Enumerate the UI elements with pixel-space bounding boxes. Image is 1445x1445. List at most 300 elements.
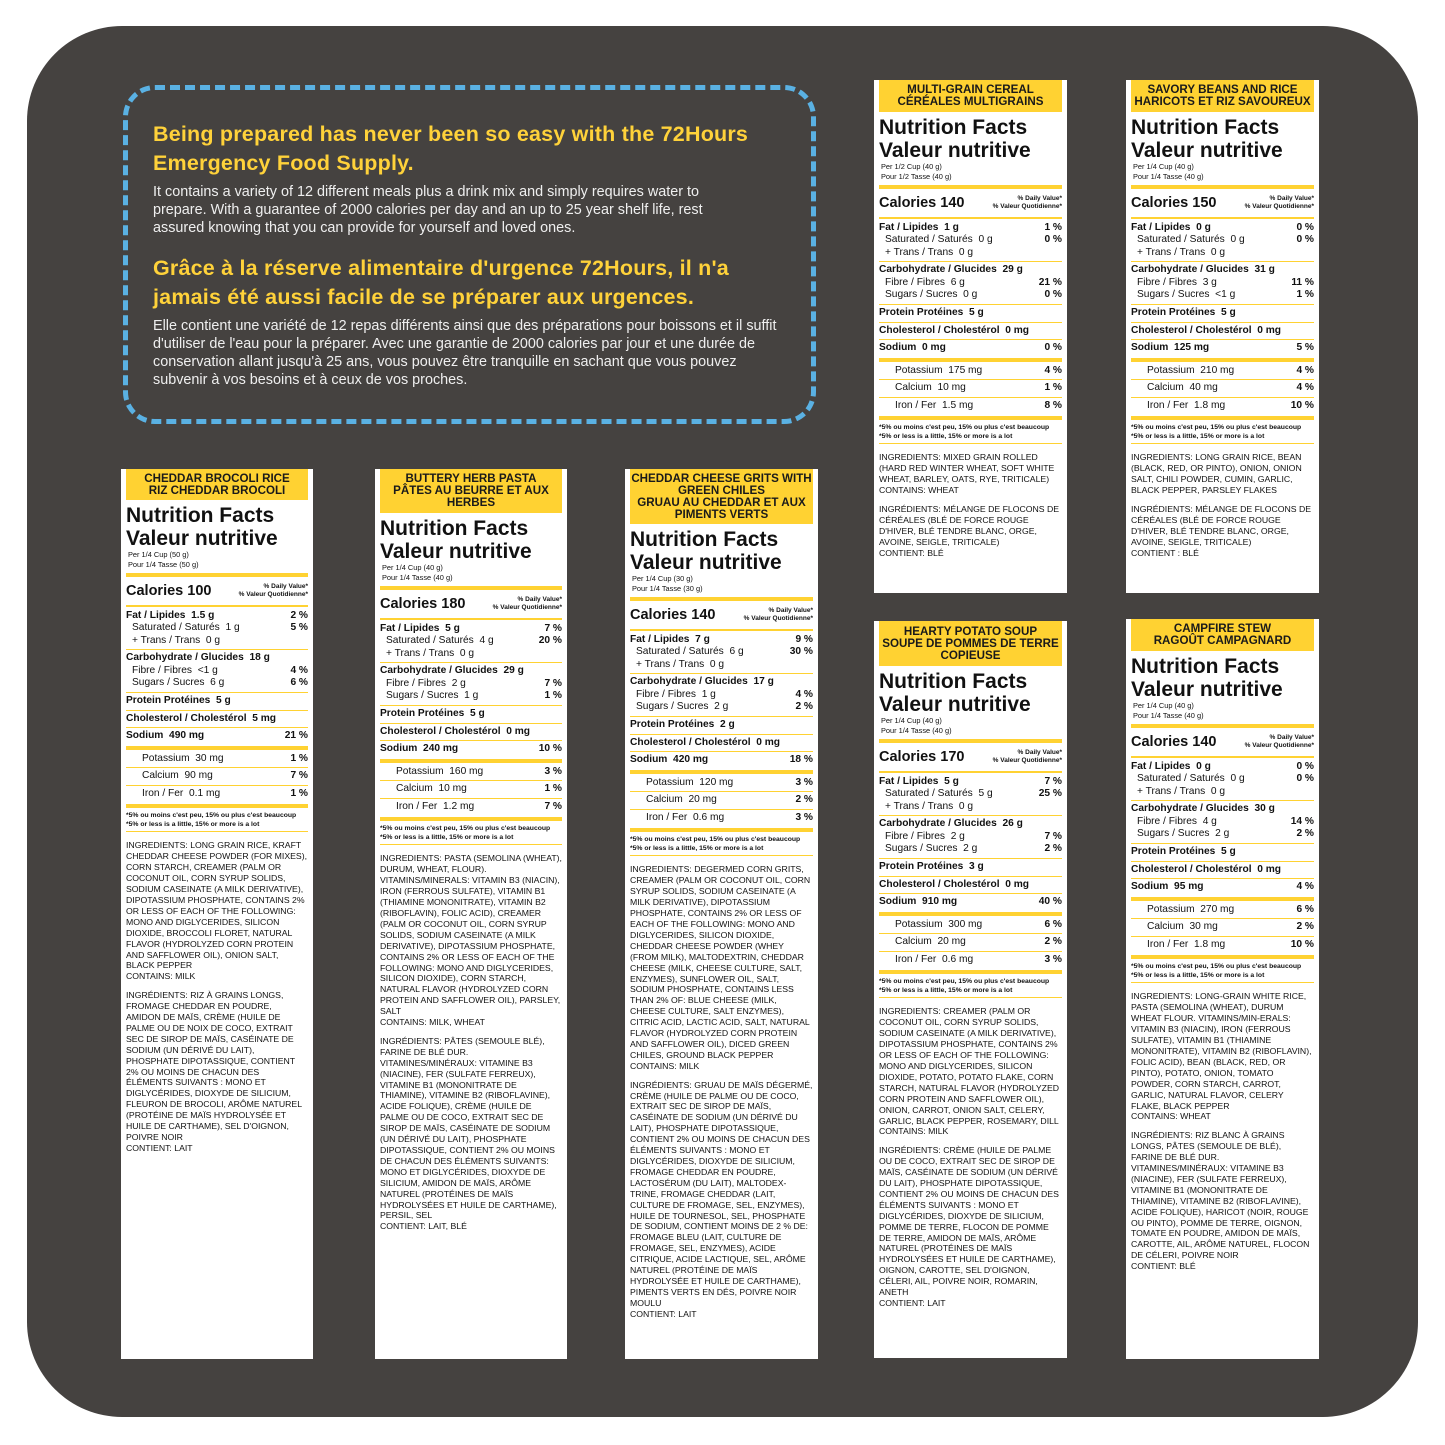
daily-value-en: % Daily Value*	[1017, 749, 1062, 756]
trans-row-dv	[1288, 247, 1314, 260]
protein-row-name: Protein Protéines	[879, 307, 964, 319]
cholesterol-row-label	[630, 737, 780, 750]
divider	[380, 844, 562, 845]
carbohydrate-row-dv	[1036, 818, 1062, 831]
divider	[879, 739, 1062, 743]
protein-row-amount: 3 g	[969, 861, 984, 873]
iron-row-label	[1147, 400, 1225, 413]
fibre-row-label	[386, 678, 466, 691]
saturated-row-label	[885, 788, 993, 801]
iron-row	[1131, 400, 1314, 413]
divider	[879, 397, 1062, 398]
protein-row	[1131, 307, 1314, 320]
valeur-nutritive-title: Valeur nutritive	[879, 138, 1031, 162]
divider	[380, 740, 562, 741]
promo-heading-en: Being prepared has never been so easy with the 72Hours Emergency Food Supply.	[153, 122, 749, 175]
fat-row-dv: 7 %	[544, 622, 562, 634]
daily-value-en: % Daily Value*	[768, 607, 813, 614]
trans-row-amount: 0 g	[1210, 785, 1226, 797]
sodium-row-amount: 240 mg	[423, 743, 459, 755]
fibre-row-label	[132, 665, 218, 678]
divider	[126, 746, 308, 750]
cholesterol-row-name: Cholesterol / Cholestérol	[879, 878, 1000, 890]
potassium-row-label	[396, 766, 483, 779]
potassium-row-amount: 270 mg	[1200, 903, 1235, 915]
saturated-row-amount: 6 g	[729, 646, 744, 658]
fibre-row	[879, 831, 1062, 844]
carbohydrate-row-dv	[1036, 264, 1062, 277]
saturated-row-name: Saturated / Saturés	[1137, 773, 1225, 785]
fat-row	[126, 610, 308, 623]
divider	[879, 339, 1062, 340]
carbohydrate-row-name: Carbohydrate / Glucides	[380, 665, 498, 677]
calcium-row-name: Calcium	[396, 783, 433, 795]
product-name-en: HEARTY POTATO SOUP	[903, 624, 1038, 638]
trans-row-name: + Trans / Trans	[885, 246, 954, 258]
carbohydrate-row-dv	[536, 665, 562, 678]
promo-body-en: It contains a variety of 12 different meals plus a drink mix and simply requires water to prepare. With a guarantee of 2000 calories per day and an up to 25 year shelf life, rest assured knowing that you can provide for yourself and loved ones.	[153, 184, 703, 236]
product-name-banner	[1131, 619, 1314, 651]
footnote-fr: *5% ou moins c'est peu, 15% ou plus c'est beaucoup	[630, 835, 801, 843]
calories: Calories 170	[879, 749, 965, 765]
fibre-row-amount: <1 g	[197, 664, 218, 676]
daily-value-fr: % Valeur Quotidienne*	[492, 604, 562, 611]
iron-row-dv: 10 %	[1290, 939, 1314, 951]
saturated-row	[1131, 773, 1314, 786]
fat-row-label	[1131, 761, 1211, 774]
saturated-row-dv: 20 %	[538, 635, 562, 647]
sodium-row	[630, 754, 813, 767]
calcium-row-label	[396, 783, 467, 796]
protein-row-dv	[1036, 861, 1062, 874]
carbohydrate-row-label	[630, 676, 774, 689]
ingredients-en: INGREDIENTS: PASTA (SEMOLINA (WHEAT), DURUM, WHEAT, FLOUR). VITAMINS/MINERALS: VITAMIN B3 (NIACIN), IRON (FERROUS SULFATE), VITAMIN B1 (THIAMINE MONONITRATE), VITAMIN B2 (RIBOFLAVIN), FOLIC ACID), CREAMER (PALM OR COCONUT OIL, CORN SYRUP SOLIDS, SODIUM CASEINATE (A MILK DERIVATIVE), DIPOTASSIUM PHOSPHATE, CONTAINS 2% OR LESS OF EACH OF THE FOLLOWING: MONO AND DIGLYCERIDES, SILICON DIOXIDE), CORN STARCH, NATURAL FLAVOR (HYDROLYZED CORN PROTEIN AND SAFFLOWER OIL), PARSLEY, SALT CONTAINS: MILK, WHEAT	[380, 853, 562, 1028]
divider	[879, 304, 1062, 305]
sugars-row-dv: 6 %	[290, 677, 308, 689]
iron-row-label	[895, 954, 973, 967]
cholesterol-row-amount: 0 mg	[1005, 878, 1030, 890]
sugars-row-label	[1137, 828, 1229, 841]
divider	[879, 933, 1062, 934]
divider	[380, 723, 562, 724]
fat-row-label	[879, 222, 959, 235]
iron-row-label	[142, 788, 220, 801]
trans-row-name: + Trans / Trans	[636, 658, 705, 670]
divider	[1131, 918, 1314, 919]
product-name-banner	[630, 469, 813, 524]
protein-row-label	[630, 719, 735, 732]
iron-row	[879, 954, 1062, 967]
serving-size-en: Per 1/4 Cup (40 g)	[1133, 701, 1194, 710]
fat-row-name: Fat / Lipides	[630, 633, 690, 645]
serving-size-fr: Pour 1/4 Tasse (40 g)	[1133, 711, 1204, 720]
product-name-banner	[380, 469, 562, 513]
potassium-row-label	[895, 365, 982, 378]
potassium-row-name: Potassium	[396, 765, 444, 777]
saturated-row-name: Saturated / Saturés	[636, 646, 724, 658]
iron-row	[380, 801, 562, 814]
divider	[1131, 936, 1314, 937]
trans-row	[879, 801, 1062, 814]
sodium-row-label	[879, 342, 946, 355]
calcium-row-dv: 2 %	[1044, 936, 1062, 948]
serving-size-en: Per 1/4 Cup (30 g)	[632, 574, 693, 583]
cholesterol-row-name: Cholesterol / Cholestérol	[380, 725, 501, 737]
sugars-row	[879, 843, 1062, 856]
saturated-row-label	[132, 622, 240, 635]
iron-row-name: Iron / Fer	[396, 801, 438, 813]
divider	[1131, 397, 1314, 398]
calories: Calories 100	[126, 583, 212, 599]
fat-row-amount: 0 g	[1196, 221, 1211, 233]
potassium-row-amount: 210 mg	[1200, 364, 1235, 376]
nutrition-panel	[879, 117, 1062, 559]
footnote-en: *5% or less is a little, 15% or more is a lot	[1131, 433, 1265, 441]
valeur-nutritive-title: Valeur nutritive	[630, 550, 782, 574]
serving-size-en: Per 1/4 Cup (40 g)	[382, 563, 443, 572]
potassium-row-label	[646, 777, 733, 790]
trans-row-label	[1137, 786, 1225, 799]
protein-row-name: Protein Protéines	[879, 861, 964, 873]
carbohydrate-row-label	[879, 818, 1023, 831]
divider	[380, 662, 562, 663]
fibre-row-amount: 6 g	[950, 276, 965, 288]
cholesterol-row-amount: 0 mg	[1257, 863, 1282, 875]
trans-row	[380, 648, 562, 661]
calcium-row-label	[1147, 382, 1218, 395]
divider	[126, 804, 308, 808]
potassium-row-amount: 120 mg	[699, 776, 734, 788]
potassium-row-dv: 3 %	[795, 776, 813, 788]
trans-row	[630, 659, 813, 672]
nutrition-facts-title: Nutrition Facts	[879, 116, 1028, 139]
calcium-row-name: Calcium	[142, 770, 179, 782]
cholesterol-row-label	[1131, 325, 1281, 338]
cholesterol-row-dv	[1288, 864, 1314, 877]
product-name-en: CHEDDAR BROCOLI RICE	[144, 471, 290, 485]
ingredients-fr: INGRÉDIENTS: PÂTES (SEMOULE BLÉ), FARINE DE BLÉ DUR. VITAMINES/MINÉRAUX: VITAMINE B3 (NIACINE), FER (SULFATE FERREUX), VITAMINE B1 (MONONITRATE DE THIAMINE), VITAMINE B2 (RIBOFLAVINE), ACIDE FOLIQUE), CRÈME (HUILE DE PALME OU DE COCO, EXTRAIT SEC DE SIROP DE MAÏS, CASÉINATE DE SODIUM (UN DÉRIVÉ DU LAIT), PHOSPHATE DIPOTASSIQUE, CONTIENT 2% OU MOINS DE CHACUN DES ÉLÉMENTS SUIVANTS: MONO ET DIGLYCÉRIDES, DIOXYDE DE SILICIUM, AMIDON DE MAÏS, ARÔME NATUREL (PROTÉINES DE MAÏS HYDROLYSÉES ET HUILE DE CARTHAME), PERSIL, SEL CONTIENT: LAIT, BLÉ	[380, 1035, 557, 1232]
ingredients-fr: INGRÉDIENTS: RIZ À GRAINS LONGS, FROMAGE CHEDDAR EN POUDRE, AMIDON DE MAÏS, CRÈME (HUILE DE PALME OU DE NOIX DE COCO, EXTRAIT SEC DE SIROP DE MAÏS, CASÉINATE DE SODIUM (UN DÉRIVÉ DU LAIT), PHOSPHATE DIPOTASSIQUE, CONTIENT 2% OU MOINS DE CHACUN DES ÉLÉMENTS SUIVANTS : MONO ET DIGLYCÉRIDES, DIOXYDE DE SILICIUM, FLEURON DE BROCOLI, ARÔME NATUREL (PROTÉINE DE MAÏS HYDROLYSÉE ET HUILE DE CARTHAME), SEL D'OIGNON, POIVRE NOIR CONTIENT: LAIT	[126, 990, 302, 1153]
calcium-row-label	[895, 382, 966, 395]
divider	[1131, 878, 1314, 879]
divider	[630, 855, 813, 856]
divider	[1131, 800, 1314, 801]
calcium-row-name: Calcium	[895, 936, 932, 948]
fibre-row	[1131, 816, 1314, 829]
trans-row-amount: 0 g	[205, 634, 221, 646]
calcium-row-dv: 7 %	[290, 770, 308, 782]
divider	[126, 605, 308, 607]
potassium-row	[879, 919, 1062, 932]
fat-row	[879, 776, 1062, 789]
calcium-row-dv: 4 %	[1296, 382, 1314, 394]
daily-value-en: % Daily Value*	[1269, 734, 1314, 741]
divider	[380, 817, 562, 821]
fibre-row-name: Fibre / Fibres	[1137, 815, 1198, 827]
protein-row-label	[1131, 307, 1236, 320]
carbohydrate-row	[1131, 803, 1314, 816]
nutrition-panel	[126, 505, 308, 1154]
valeur-nutritive-title: Valeur nutritive	[1131, 677, 1283, 701]
serving-size-fr: Pour 1/4 Tasse (40 g)	[1133, 172, 1204, 181]
calories: Calories 140	[630, 607, 716, 623]
fibre-row	[126, 665, 308, 678]
cholesterol-row-dv	[1288, 325, 1314, 338]
sodium-row	[126, 730, 308, 743]
iron-row-amount: 0.1 mg	[189, 788, 221, 800]
nutrition-panel	[1131, 656, 1314, 1272]
fibre-row	[630, 689, 813, 702]
carbohydrate-row	[879, 264, 1062, 277]
calcium-row-amount: 30 mg	[1189, 921, 1218, 933]
daily-value-header	[744, 607, 813, 623]
divider	[1131, 185, 1314, 189]
calcium-row-name: Calcium	[1147, 382, 1184, 394]
divider	[630, 673, 813, 674]
carbohydrate-row-label	[126, 652, 270, 665]
footnote-fr: *5% ou moins c'est peu, 15% ou plus c'est beaucoup	[879, 977, 1050, 985]
iron-row-amount: 0.6 mg	[693, 812, 725, 824]
carbohydrate-row-amount: 31 g	[1254, 264, 1275, 276]
potassium-row	[1131, 904, 1314, 917]
fat-row	[1131, 761, 1314, 774]
protein-row-name: Protein Protéines	[126, 695, 211, 707]
trans-row-amount: 0 g	[958, 800, 974, 812]
iron-row-dv: 3 %	[1044, 954, 1062, 966]
iron-row-label	[1147, 939, 1225, 952]
divider	[879, 322, 1062, 323]
protein-row-name: Protein Protéines	[1131, 846, 1216, 858]
potassium-row-dv: 6 %	[1296, 903, 1314, 915]
cholesterol-row-amount: 0 mg	[1257, 324, 1282, 336]
daily-value-header	[493, 596, 562, 612]
trans-row-dv	[1036, 247, 1062, 260]
protein-row	[630, 719, 813, 732]
calcium-row-name: Calcium	[895, 382, 932, 394]
potassium-row-dv: 6 %	[1044, 918, 1062, 930]
sugars-row-name: Sugars / Sucres	[885, 843, 958, 855]
calories-row	[1131, 731, 1314, 753]
fibre-row-dv: 4 %	[290, 664, 308, 676]
product-name-banner	[126, 469, 308, 500]
divider	[380, 705, 562, 706]
calcium-row-label	[895, 936, 966, 949]
serving-size-en: Per 1/4 Cup (40 g)	[881, 716, 942, 725]
trans-row-dv	[1036, 801, 1062, 814]
calories-row	[126, 580, 308, 602]
potassium-row-dv: 4 %	[1044, 364, 1062, 376]
iron-row-name: Iron / Fer	[1147, 939, 1189, 951]
product-name-fr: RIZ CHEDDAR BROCOLI	[148, 483, 286, 497]
saturated-row	[879, 788, 1062, 801]
sodium-row-dv: 5 %	[1296, 342, 1314, 354]
footnote-en: *5% or less is a little, 15% or more is a lot	[879, 987, 1013, 995]
iron-row	[630, 812, 813, 825]
iron-row	[879, 400, 1062, 413]
iron-row-label	[646, 812, 724, 825]
calcium-row-amount: 20 mg	[688, 794, 717, 806]
fat-row-dv: 9 %	[795, 633, 813, 645]
calories: Calories 180	[380, 596, 466, 612]
fibre-row-dv: 7 %	[1044, 830, 1062, 842]
cholesterol-row-label	[1131, 864, 1281, 877]
cholesterol-row-amount: 5 mg	[252, 712, 277, 724]
cholesterol-row-amount: 0 mg	[756, 736, 781, 748]
footnote-fr: *5% ou moins c'est peu, 15% ou plus c'est beaucoup	[1131, 423, 1302, 431]
divider	[879, 912, 1062, 916]
protein-row	[1131, 846, 1314, 859]
potassium-row-amount: 300 mg	[948, 918, 983, 930]
calories: Calories 140	[879, 195, 965, 211]
sugars-row-amount: 6 g	[210, 677, 225, 689]
fat-row	[1131, 222, 1314, 235]
iron-row-dv: 1 %	[290, 788, 308, 800]
sodium-row-amount: 420 mg	[673, 754, 709, 766]
trans-row-name: + Trans / Trans	[1137, 785, 1206, 797]
fat-row-label	[126, 610, 214, 623]
cholesterol-row-label	[879, 879, 1029, 892]
fibre-row-dv: 21 %	[1038, 276, 1062, 288]
ingredients-en: INGREDIENTS: DEGERMED CORN GRITS, CREAMER (PALM OR COCONUT OIL, CORN SYRUP SOLIDS, SODIUM CASEINATE (A MILK DERIVATIVE), DIPOTASSIUM PHOSPHATE, CONTAINS 2% OR LESS OF EACH OF THE FOLLOWING: MONO AND DIGLYCERIDES, SILICON DIOXIDE, CHEDDAR CHEESE POWDER (WHEY (FROM MILK), MALTODEXTRIN, CHEDDAR CHEESE (MILK, CHEESE CULTURE, SALT, ENZYMES), SUNFLOWER OIL, SALT, SODIUM PHOSPHATE, CONTAINS LESS THAN 2% OF: BLUE CHEESE (MILK, CHEESE CULTURE, SALT ENZYMES), CITRIC ACID, LACTIC ACID, SALT, NATURAL FLAVOR (HYDROLYZED CORN PROTEIN AND SAFFLOWER OIL), DICED GREEN CHILES, GROUND BLACK PEPPER CONTAINS: MILK	[630, 864, 811, 1071]
iron-row-amount: 1.2 mg	[443, 801, 475, 813]
product-name-fr: SOUPE DE POMMES DE TERRE COPIEUSE	[882, 636, 1059, 662]
calcium-row-label	[142, 770, 213, 783]
cholesterol-row-label	[380, 726, 530, 739]
calories-row	[630, 604, 813, 626]
fat-row-label	[879, 776, 959, 789]
sodium-row-label	[879, 896, 957, 909]
divider	[126, 727, 308, 728]
calories-row	[1131, 192, 1314, 214]
footnote-fr: *5% ou moins c'est peu, 15% ou plus c'est beaucoup	[879, 423, 1050, 431]
trans-row-label	[1137, 247, 1225, 260]
sugars-row-dv: 1 %	[1296, 289, 1314, 301]
sugars-row-dv: 0 %	[1044, 289, 1062, 301]
fat-row-amount: 7 g	[695, 633, 710, 645]
divider	[1131, 379, 1314, 380]
daily-value-fr: % Valeur Quotidienne*	[743, 615, 813, 622]
carbohydrate-row-name: Carbohydrate / Glucides	[879, 264, 997, 276]
footnote-en: *5% or less is a little, 15% or more is a lot	[126, 821, 260, 829]
iron-row-name: Iron / Fer	[1147, 400, 1189, 412]
sugars-row-amount: 2 g	[963, 843, 978, 855]
divider	[1131, 443, 1314, 444]
product-name-fr: RAGOÛT CAMPAGNARD	[1153, 634, 1292, 647]
saturated-row-label	[1137, 773, 1245, 786]
cholesterol-row-name: Cholesterol / Cholestérol	[630, 736, 751, 748]
ingredients-fr: INGRÉDIENTS: GRUAU DE MAÏS DÉGERMÉ, CRÈME (HUILE DE PALME OU DE COCO, EXTRAIT SEC DE SIROP DE MAÏS, CASÉINATE DE SODIUM (UN DÉRIVÉ DU LAIT), PHOSPHATE DIPOTASSIQUE, CONTIENT 2% OU MOINS DE CHACUN DES ÉLÉMENTS SUIVANTS : MONO ET DIGLYCÉRIDES, DIOXYDE DE SILICIUM, FROMAGE CHEDDAR EN POUDRE, LACTOSÉRUM (DU LAIT), MALTODEX-TRINE, FROMAGE CHEDDAR (LAIT, CULTURE DE FROMAGE, SEL, ENZYMES), HUILE DE TOURNESOL, SEL, PHOSPHATE DE SODIUM, CONTIENT MOINS DE 2 % DE: FROMAGE BLEU (LAIT, CULTURE DE FROMAGE, SEL, ENZYMES), ACIDE CITRIQUE, ACIDE LACTIQUE, SEL, ARÔME NATUREL (PROTÉINE DE MAÏS HYDROLYSÉE ET HUILE DE CARTHAME), PIMENTS VERTS EN DÉS, POIVRE NOIR MOULU CONTIENT: LAIT	[630, 1079, 813, 1319]
saturated-row-dv: 5 %	[290, 622, 308, 634]
divider	[630, 734, 813, 735]
cholesterol-row-dv	[787, 737, 813, 750]
potassium-row-name: Potassium	[895, 918, 943, 930]
nutrition-card	[121, 469, 313, 1359]
fibre-row-amount: 3 g	[1202, 276, 1217, 288]
carbohydrate-row-amount: 17 g	[753, 676, 774, 688]
nutrition-panel	[380, 518, 562, 1232]
potassium-row-name: Potassium	[1147, 903, 1195, 915]
potassium-row	[126, 753, 308, 766]
promo-body-fr: Elle contient une variété de 12 repas différents ainsi que des préparations pour boissons et il suffit d'utiliser de l'eau pour la préparer. Avec une garantie de 2000 calories par jour et une durée de conservation allant jusqu'à 25 ans, vous pouvez être tranquille en sachant que vous pouvez subvenir à vos besoins et à ceux de vos proches.	[153, 318, 777, 388]
saturated-row-name: Saturated / Saturés	[885, 788, 973, 800]
nutrition-card	[375, 469, 567, 1359]
valeur-nutritive-title: Valeur nutritive	[380, 539, 532, 563]
nutrition-facts-title: Nutrition Facts	[879, 670, 1028, 693]
trans-row	[126, 635, 308, 648]
divider	[126, 831, 308, 832]
sodium-row-dv: 4 %	[1296, 881, 1314, 893]
fibre-row	[879, 277, 1062, 290]
fibre-row-label	[636, 689, 716, 702]
nutrition-facts-title: Nutrition Facts	[630, 528, 779, 551]
sugars-row-name: Sugars / Sucres	[636, 701, 709, 713]
protein-row	[879, 307, 1062, 320]
calories-row	[380, 593, 562, 615]
sugars-row-amount: <1 g	[1215, 289, 1236, 301]
calcium-row	[879, 382, 1062, 395]
trans-row-name: + Trans / Trans	[1137, 246, 1206, 258]
sodium-row-name: Sodium	[1131, 342, 1169, 354]
fibre-row-amount: 4 g	[1202, 815, 1217, 827]
fat-row-label	[380, 623, 460, 636]
fat-row-dv: 0 %	[1296, 221, 1314, 233]
calories: Calories 150	[1131, 195, 1217, 211]
nutrition-facts-title: Nutrition Facts	[1131, 655, 1280, 678]
sodium-row-label	[126, 730, 204, 743]
sugars-row-name: Sugars / Sucres	[1137, 828, 1210, 840]
divider	[879, 443, 1062, 444]
fat-row	[879, 222, 1062, 235]
sodium-row-dv: 18 %	[789, 754, 813, 766]
sodium-row-dv: 0 %	[1044, 342, 1062, 354]
fat-row-dv: 1 %	[1044, 221, 1062, 233]
cholesterol-row-label	[126, 713, 276, 726]
saturated-row-amount: 5 g	[978, 788, 993, 800]
sodium-row	[1131, 342, 1314, 355]
product-name-en: CAMPFIRE STEW	[1173, 622, 1272, 635]
divider	[879, 951, 1062, 952]
calcium-row-dv: 2 %	[1296, 921, 1314, 933]
sugars-row-label	[1137, 289, 1235, 302]
carbohydrate-row-amount: 29 g	[503, 665, 524, 677]
divider	[1131, 322, 1314, 323]
protein-row-dv	[282, 695, 308, 708]
iron-row-name: Iron / Fer	[646, 812, 688, 824]
protein-row-name: Protein Protéines	[380, 708, 465, 720]
potassium-row-label	[895, 919, 982, 932]
fibre-row-dv: 4 %	[795, 688, 813, 700]
nutrition-card	[1126, 80, 1319, 593]
fat-row-amount: 1 g	[944, 221, 959, 233]
fat-row-dv: 7 %	[1044, 775, 1062, 787]
cholesterol-row-name: Cholesterol / Cholestérol	[879, 324, 1000, 336]
product-name-fr: PÂTES AU BEURRE ET AUX HERBES	[393, 484, 549, 509]
sodium-row	[879, 342, 1062, 355]
fat-row-name: Fat / Lipides	[1131, 221, 1191, 233]
cholesterol-row-dv	[282, 713, 308, 726]
potassium-row-name: Potassium	[646, 776, 694, 788]
saturated-row-dv: 0 %	[1296, 773, 1314, 785]
carbohydrate-row	[879, 818, 1062, 831]
saturated-row	[126, 622, 308, 635]
cholesterol-row-dv	[536, 726, 562, 739]
potassium-row-amount: 30 mg	[195, 752, 224, 764]
product-name-en: MULTI-GRAIN CEREAL	[907, 83, 1034, 96]
divider	[879, 261, 1062, 262]
fat-row-amount: 1.5 g	[191, 609, 215, 621]
carbohydrate-row-dv	[282, 652, 308, 665]
divider	[879, 876, 1062, 877]
